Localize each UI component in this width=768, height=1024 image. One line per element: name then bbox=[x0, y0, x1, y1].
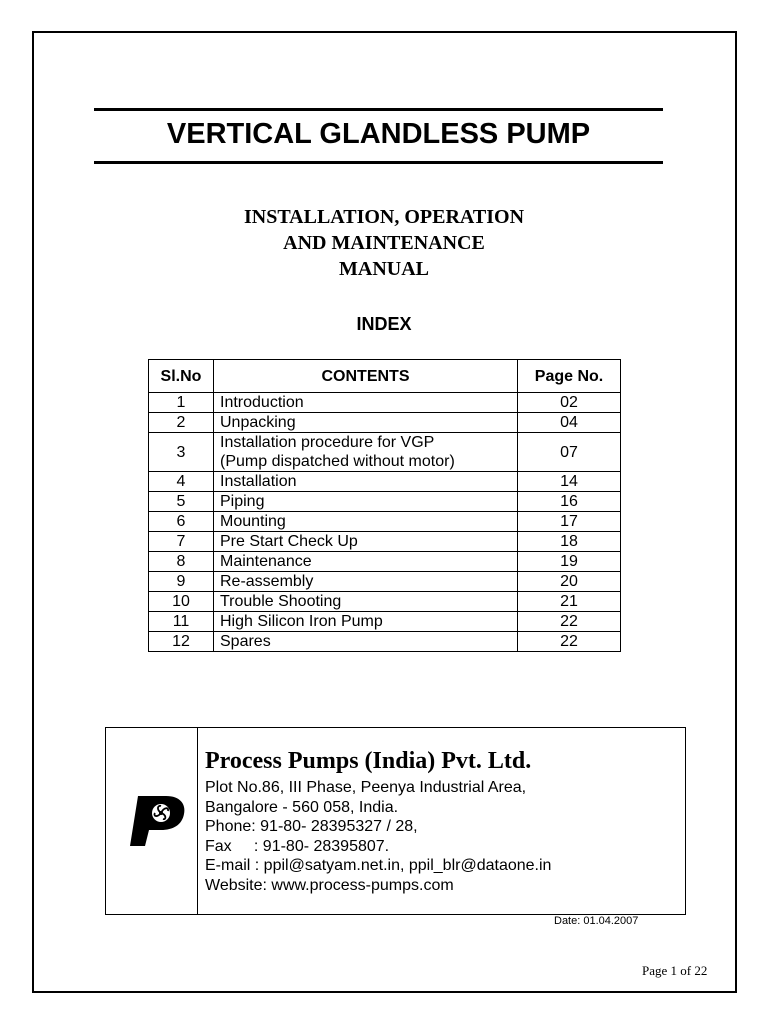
row-page-number: 22 bbox=[518, 632, 621, 652]
column-header-page: Page No. bbox=[518, 360, 621, 393]
table-row bbox=[149, 512, 621, 532]
table-row bbox=[149, 472, 621, 492]
row-number: 4 bbox=[149, 472, 214, 492]
table-row bbox=[149, 393, 621, 413]
row-page-number: 07 bbox=[518, 433, 621, 472]
contents-line: Mounting bbox=[220, 513, 286, 530]
row-number: 1 bbox=[149, 393, 214, 413]
table-row bbox=[149, 413, 621, 433]
company-info-box bbox=[105, 727, 686, 915]
row-contents bbox=[214, 552, 518, 572]
page-number: Page 1 of 22 bbox=[642, 963, 708, 978]
manual-subtitle bbox=[150, 204, 618, 282]
contents-line: Pre Start Check Up bbox=[220, 533, 358, 550]
row-number: 11 bbox=[149, 612, 214, 632]
contents-line: Unpacking bbox=[220, 414, 296, 431]
row-number: 10 bbox=[149, 592, 214, 612]
index-heading: INDEX bbox=[356, 314, 412, 334]
index-header-row bbox=[149, 360, 621, 393]
contents-line: Maintenance bbox=[220, 553, 312, 570]
table-row bbox=[149, 632, 621, 652]
row-page-number: 21 bbox=[518, 592, 621, 612]
address-line: Bangalore - 560 058, India. bbox=[205, 798, 399, 816]
table-row bbox=[149, 572, 621, 592]
contents-line: Installation procedure for VGP bbox=[220, 434, 435, 451]
contents-line: Introduction bbox=[220, 394, 304, 411]
contents-line: Piping bbox=[220, 493, 265, 510]
row-page-number: 04 bbox=[518, 413, 621, 433]
contents-line: Re-assembly bbox=[220, 573, 314, 590]
row-contents bbox=[214, 532, 518, 552]
document-title: VERTICAL GLANDLESS PUMP bbox=[166, 118, 591, 150]
row-number: 7 bbox=[149, 532, 214, 552]
row-page-number: 14 bbox=[518, 472, 621, 492]
subtitle-line: MANUAL bbox=[339, 258, 429, 280]
row-page-number: 20 bbox=[518, 572, 621, 592]
row-contents bbox=[214, 592, 518, 612]
row-page-number: 16 bbox=[518, 492, 621, 512]
title-top-rule bbox=[94, 108, 663, 111]
subtitle-line: AND MAINTENANCE bbox=[283, 232, 485, 254]
contents-line: Installation bbox=[220, 473, 297, 490]
row-contents bbox=[214, 393, 518, 413]
row-number: 3 bbox=[149, 433, 214, 472]
title-bottom-rule bbox=[94, 161, 663, 164]
row-number: 9 bbox=[149, 572, 214, 592]
contents-line: (Pump dispatched without motor) bbox=[220, 453, 455, 470]
row-contents bbox=[214, 612, 518, 632]
row-contents bbox=[214, 572, 518, 592]
table-row bbox=[149, 492, 621, 512]
column-header-contents: CONTENTS bbox=[214, 360, 518, 393]
row-number: 6 bbox=[149, 512, 214, 532]
company-name: Process Pumps (India) Pvt. Ltd. bbox=[205, 748, 532, 774]
row-page-number: 18 bbox=[518, 532, 621, 552]
row-page-number: 17 bbox=[518, 512, 621, 532]
row-number: 12 bbox=[149, 632, 214, 652]
index-table bbox=[148, 359, 621, 652]
table-row bbox=[149, 433, 621, 472]
contents-line: Trouble Shooting bbox=[220, 593, 342, 610]
row-page-number: 19 bbox=[518, 552, 621, 572]
row-contents bbox=[214, 472, 518, 492]
row-contents bbox=[214, 413, 518, 433]
table-row bbox=[149, 612, 621, 632]
row-number: 8 bbox=[149, 552, 214, 572]
logo-cell bbox=[106, 728, 198, 914]
row-contents bbox=[214, 492, 518, 512]
subtitle-line: INSTALLATION, OPERATION bbox=[243, 206, 525, 228]
row-number: 5 bbox=[149, 492, 214, 512]
document-date: Date: 01.04.2007 bbox=[554, 915, 639, 927]
row-number: 2 bbox=[149, 413, 214, 433]
row-contents bbox=[214, 632, 518, 652]
row-page-number: 02 bbox=[518, 393, 621, 413]
email-line: E-mail : ppil@satyam.net.in, ppil_blr@dataone.in bbox=[205, 857, 552, 874]
row-contents bbox=[214, 433, 518, 472]
table-row bbox=[149, 532, 621, 552]
table-row bbox=[149, 592, 621, 612]
table-row bbox=[149, 552, 621, 572]
row-contents bbox=[214, 512, 518, 532]
contents-line: High Silicon Iron Pump bbox=[220, 613, 383, 630]
fax-line: Fax : 91-80- 28395807. bbox=[205, 837, 390, 855]
address-line: Plot No.86, III Phase, Peenya Industrial Area, bbox=[205, 779, 527, 796]
company-address bbox=[205, 778, 551, 895]
index-table-body bbox=[149, 393, 621, 652]
process-pumps-logo-icon bbox=[128, 792, 186, 848]
website-line: Website: www.process-pumps.com bbox=[205, 876, 454, 894]
column-header-slno: Sl.No bbox=[149, 360, 214, 393]
contents-line: Spares bbox=[220, 633, 271, 650]
phone-line: Phone: 91-80- 28395327 / 28, bbox=[205, 818, 418, 835]
row-page-number: 22 bbox=[518, 612, 621, 632]
